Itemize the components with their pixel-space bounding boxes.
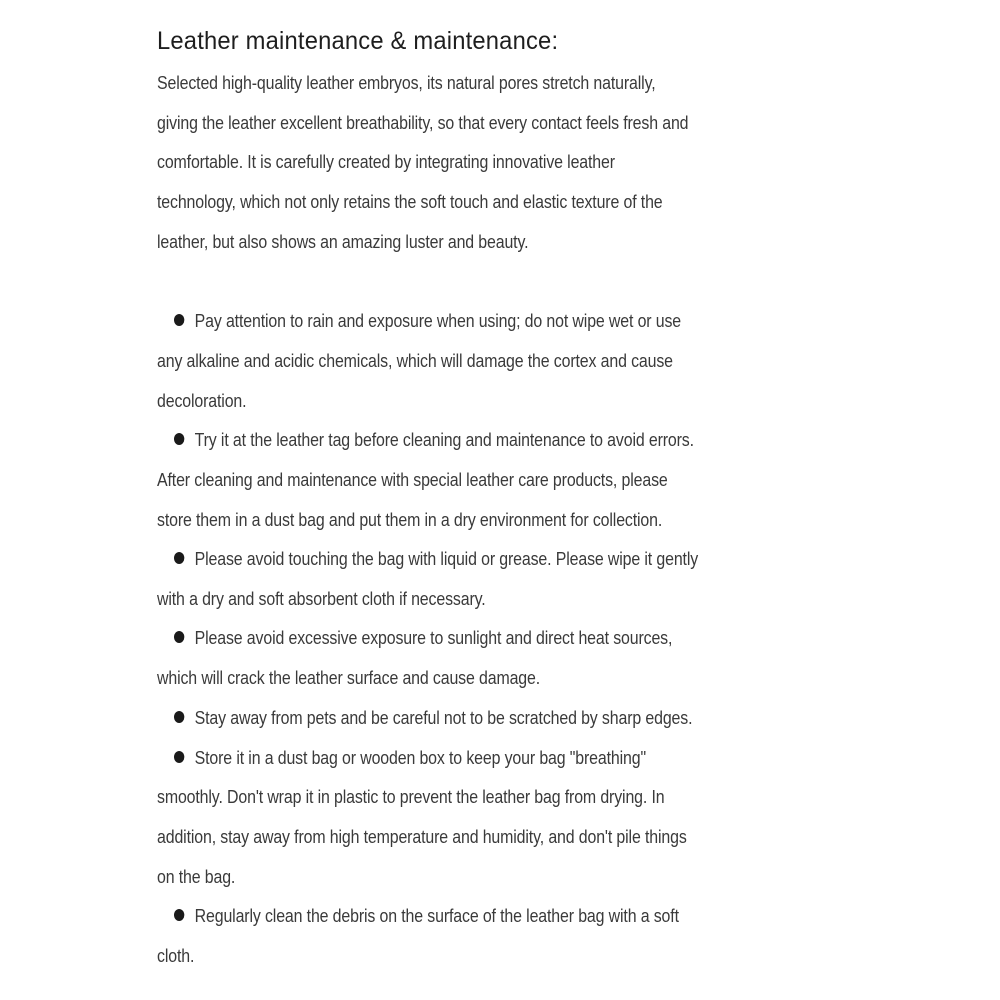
tip-item [174,905,679,927]
tip-continuation-line: addition, stay away from high temperature and humidity, and don't pile things [157,826,687,847]
tip-continuation-line: with a dry and soft absorbent cloth if necessary. [157,588,486,609]
tip-continuation-line: smoothly. Don't wrap it in plastic to prevent the leather bag from drying. In [157,786,665,807]
intro-line: comfortable. It is carefully created by integrating innovative leather [157,151,615,172]
bullet-dot-icon [174,711,184,723]
tip-continuation-line: any alkaline and acidic chemicals, which will damage the cortex and cause [157,350,673,371]
tip-item [174,707,692,729]
tip-text: Store it in a dust bag or wooden box to keep your bag "breathing" [194,747,646,768]
tip-continuation-line: cloth. [157,945,195,966]
tip-text: Please avoid touching the bag with liquid or grease. Please wipe it gently [194,548,699,569]
tip-item [174,310,681,332]
tip-continuation-line: which will crack the leather surface and cause damage. [157,667,541,688]
intro-line: giving the leather excellent breathability, so that every contact feels fresh and [157,112,689,133]
tip-item [174,627,672,649]
tip-continuation-line: decoloration. [157,390,247,411]
tip-text: Stay away from pets and be careful not to be scratched by sharp edges. [194,707,693,728]
tip-continuation-line: on the bag. [157,866,236,887]
tip-text: Try it at the leather tag before cleaning and maintenance to avoid errors. [194,429,694,450]
tip-item [174,548,698,570]
intro-line: technology, which not only retains the soft touch and elastic texture of the [157,191,663,212]
tip-text: Pay attention to rain and exposure when using; do not wipe wet or use [194,310,682,331]
bullet-dot-icon [174,909,184,921]
intro-line: Selected high-quality leather embryos, its natural pores stretch naturally, [157,72,656,93]
tip-continuation-line: store them in a dust bag and put them in a dry environment for collection. [157,509,663,530]
bullet-dot-icon [174,552,184,564]
intro-line: leather, but also shows an amazing luster and beauty. [157,231,529,252]
tip-text: Please avoid excessive exposure to sunlight and direct heat sources, [194,627,673,648]
bullet-dot-icon [174,631,184,643]
tip-continuation-line: After cleaning and maintenance with special leather care products, please [157,469,668,490]
tip-item [174,747,646,769]
document-title: Leather maintenance & maintenance: [157,27,559,55]
bullet-dot-icon [174,751,184,763]
bullet-dot-icon [174,433,184,445]
bullet-dot-icon [174,314,184,326]
tip-text: Regularly clean the debris on the surface of the leather bag with a soft [194,905,679,926]
tip-item [174,429,694,451]
